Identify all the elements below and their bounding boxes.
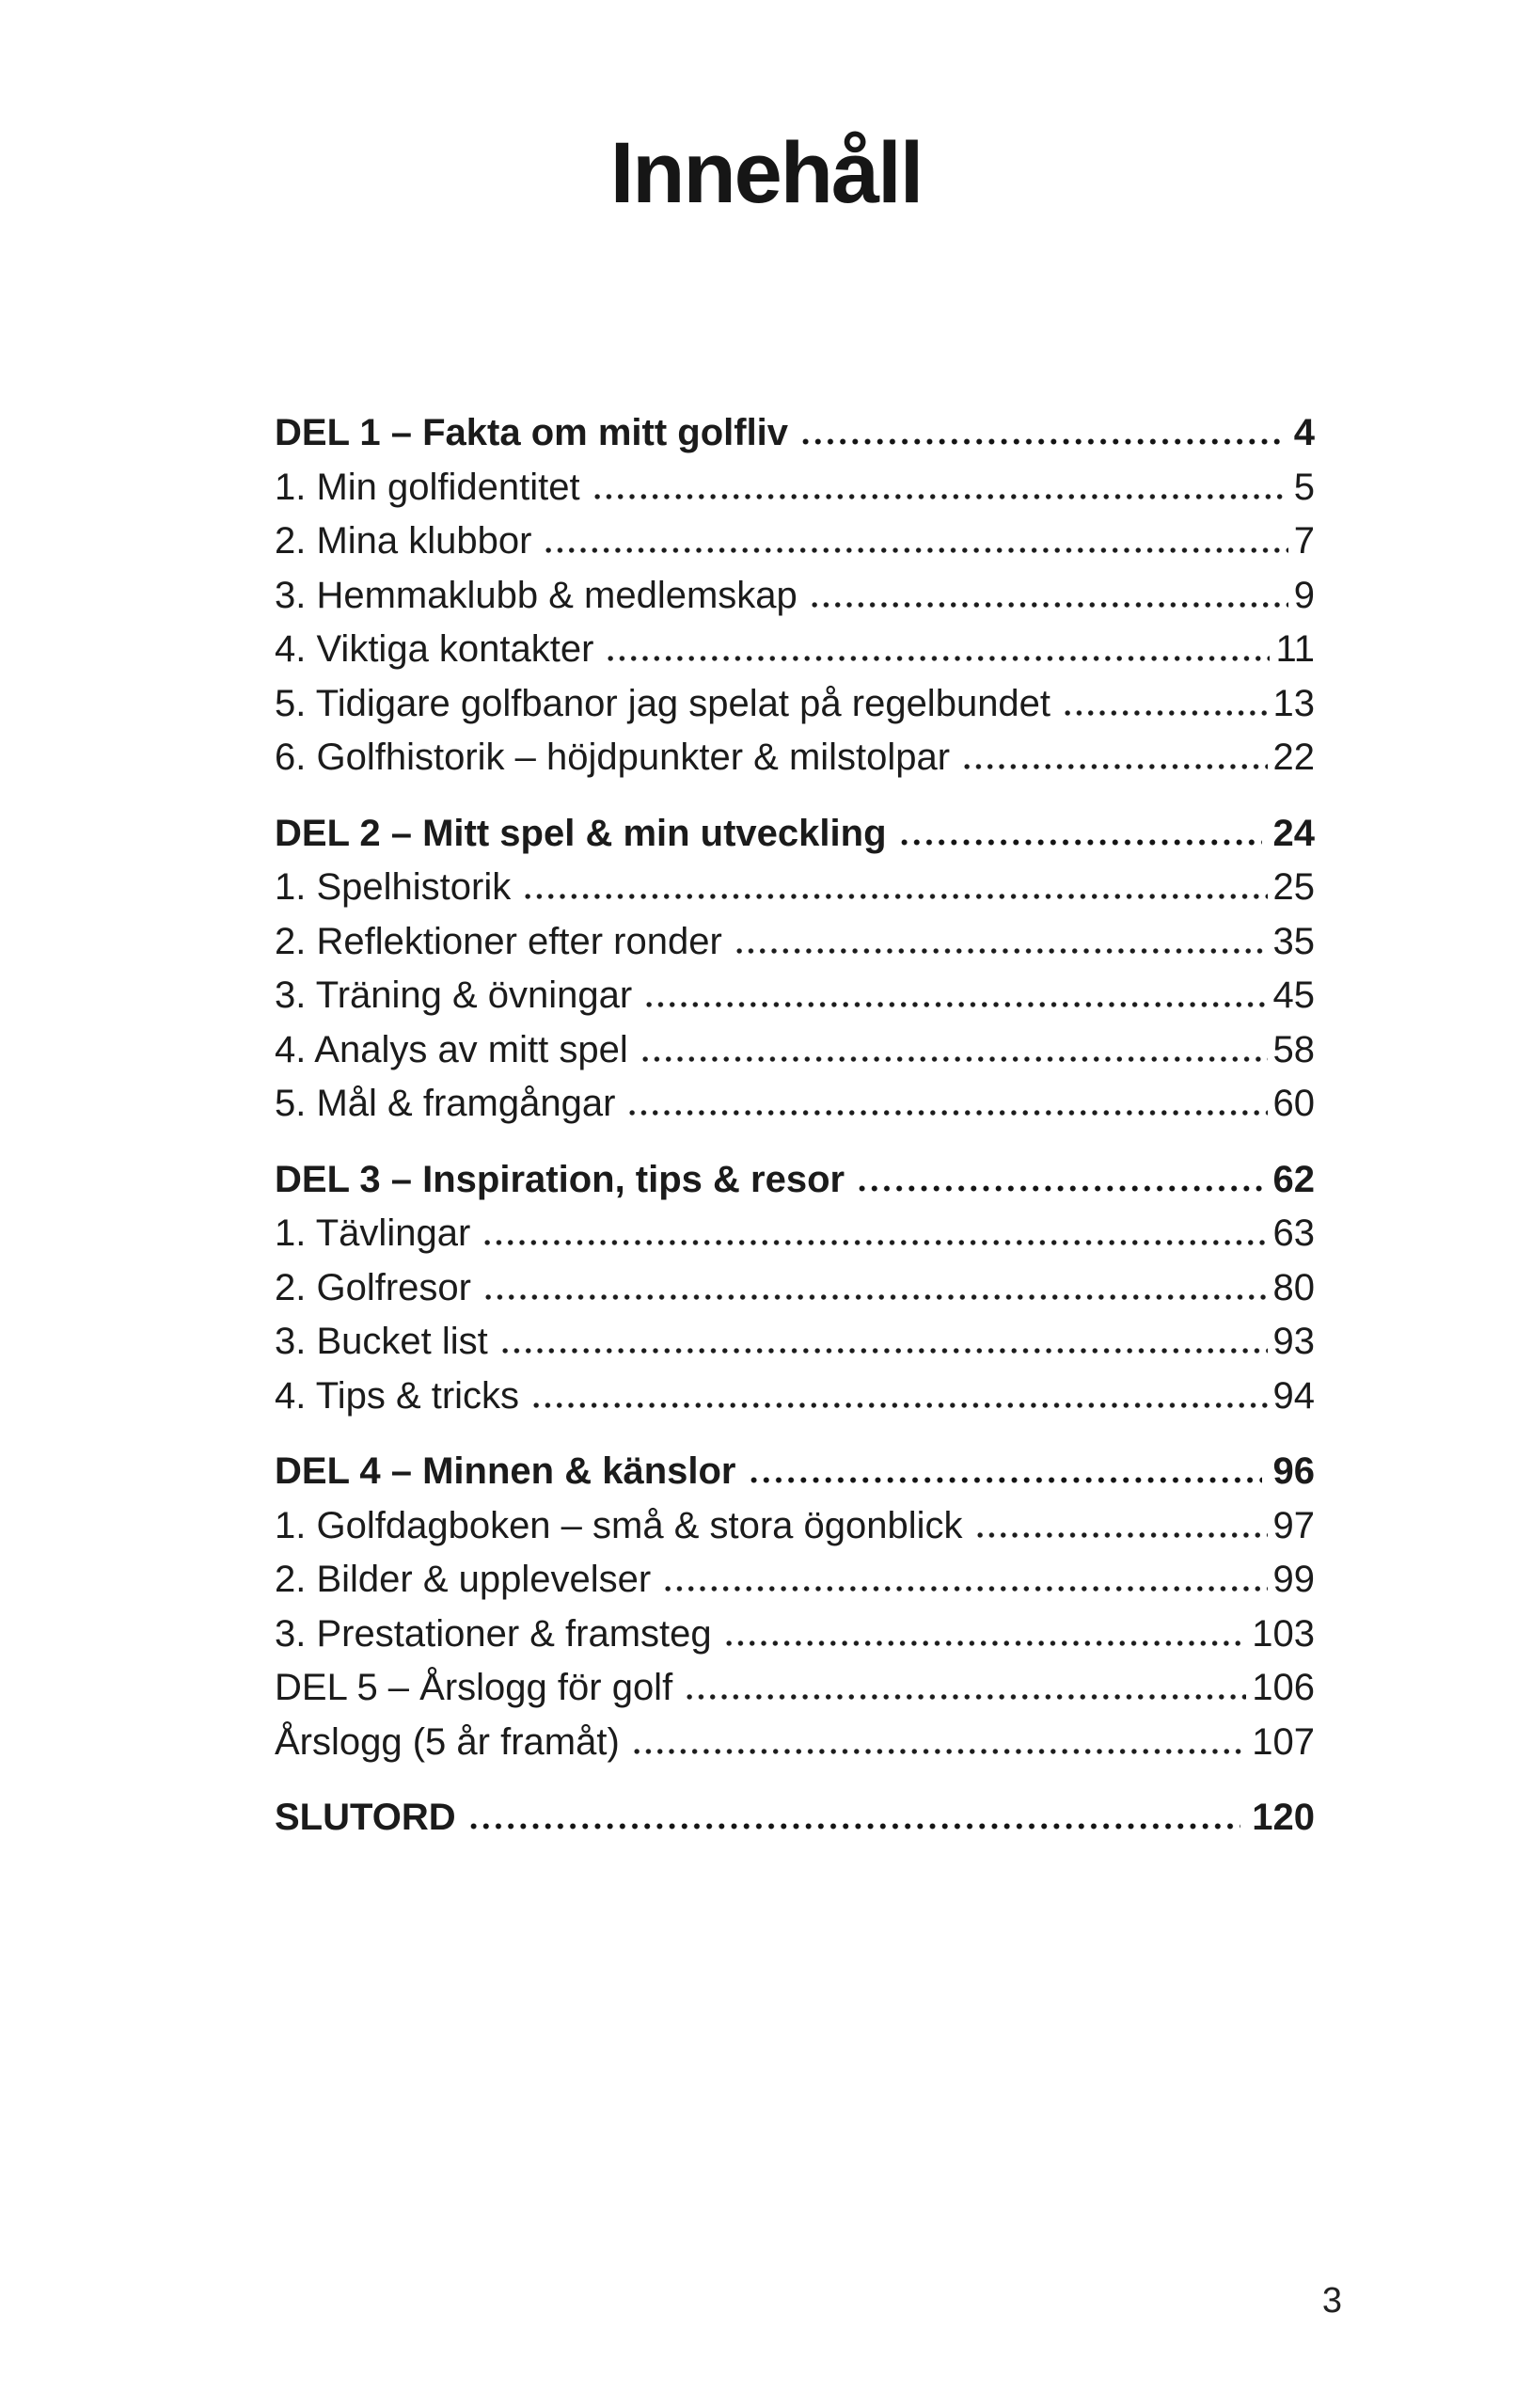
toc-entry-page: 107	[1252, 1720, 1315, 1763]
toc-entry	[275, 915, 1315, 970]
toc-entry-page: 24	[1272, 812, 1315, 854]
toc-entry-label: DEL 1 – Fakta om mitt golfliv	[275, 412, 789, 453]
dot-leader	[499, 1348, 1268, 1354]
toc-entry	[275, 1661, 1315, 1716]
toc-entry-page: 96	[1272, 1450, 1315, 1492]
page-title: Innehåll	[609, 125, 923, 221]
dot-leader	[605, 656, 1270, 661]
toc-entry-label: 4. Viktiga kontakter	[275, 628, 594, 670]
toc-entry-label: 1. Tävlingar	[275, 1212, 471, 1254]
toc-entry-label: 2. Bilder & upplevelser	[275, 1559, 652, 1600]
toc-entry-page: 5	[1293, 466, 1315, 508]
toc-entry-label: DEL 2 – Mitt spel & min utveckling	[275, 812, 887, 854]
dot-leader	[482, 1240, 1267, 1245]
toc-entry-label: DEL 3 – Inspiration, tips & resor	[275, 1158, 845, 1200]
toc-entry	[275, 807, 1315, 862]
toc-entry-label: 1. Spelhistorik	[275, 866, 512, 908]
toc-entry-page: 97	[1272, 1504, 1315, 1546]
toc-entry-label: 5. Mål & framgångar	[275, 1083, 616, 1124]
dot-leader	[640, 1056, 1268, 1062]
toc-entry	[275, 861, 1315, 915]
toc-entry-page: 4	[1293, 412, 1315, 453]
toc-entry-label: 2. Golfresor	[275, 1266, 471, 1308]
toc-entry-page: 11	[1275, 628, 1315, 670]
toc-entry-page: 60	[1272, 1083, 1315, 1124]
dot-leader	[662, 1586, 1267, 1592]
toc-entry-label: 5. Tidigare golfbanor jag spelat på regelbundet	[275, 682, 1051, 724]
toc-entry-label: 1. Min golfidentitet	[275, 466, 580, 508]
dot-leader	[1062, 710, 1267, 716]
toc-entry-label: 3. Bucket list	[275, 1321, 488, 1362]
toc-entry-label: 2. Reflektioner efter ronder	[275, 920, 722, 962]
dot-leader	[684, 1694, 1246, 1700]
toc-entry	[275, 1370, 1315, 1424]
toc-entry	[275, 1207, 1315, 1261]
toc-entry	[275, 677, 1315, 732]
dot-leader	[522, 894, 1267, 899]
toc-entry	[275, 969, 1315, 1023]
toc-entry-page: 58	[1272, 1028, 1315, 1070]
toc-list	[275, 406, 1315, 1846]
toc-entry-page: 106	[1252, 1667, 1315, 1708]
toc-entry-label: Årslogg (5 år framåt)	[275, 1720, 620, 1763]
toc-entry	[275, 1553, 1315, 1608]
dot-leader	[961, 764, 1267, 769]
dot-leader	[482, 1294, 1268, 1300]
toc-entry	[275, 1499, 1315, 1554]
toc-entry	[275, 1315, 1315, 1370]
dot-leader	[643, 1002, 1267, 1007]
toc-entry	[275, 1791, 1315, 1846]
dot-leader	[467, 1823, 1241, 1830]
dot-leader	[543, 547, 1287, 553]
toc-entry	[275, 1716, 1315, 1770]
dot-leader	[856, 1185, 1261, 1192]
toc-entry-label: DEL 4 – Minnen & känslor	[275, 1450, 736, 1492]
dot-leader	[530, 1402, 1267, 1408]
toc-entry-label: 6. Golfhistorik – höjdpunkter & milstolpar	[275, 737, 951, 778]
toc-entry-page: 25	[1272, 866, 1315, 908]
page-number: 3	[1321, 2281, 1342, 2321]
toc-entry-page: 62	[1272, 1158, 1315, 1200]
toc-entry-page: 7	[1293, 520, 1315, 562]
toc-entry-page: 63	[1272, 1212, 1315, 1254]
dot-leader	[748, 1477, 1262, 1483]
toc-entry-label: 1. Golfdagboken – små & stora ögonblick	[275, 1504, 963, 1546]
toc-entry	[275, 1445, 1315, 1499]
toc-entry-page: 13	[1272, 682, 1315, 724]
toc-entry-page: 45	[1272, 974, 1315, 1016]
toc-entry-label: DEL 5 – Årslogg för golf	[275, 1667, 673, 1708]
toc-entry	[275, 1077, 1315, 1132]
toc-entry-page: 80	[1272, 1266, 1315, 1308]
dot-leader	[631, 1749, 1246, 1754]
dot-leader	[592, 494, 1288, 499]
toc-entry-page: 22	[1272, 737, 1315, 778]
toc-entry-page: 9	[1293, 574, 1315, 616]
toc-entry	[275, 569, 1315, 624]
dot-leader	[799, 438, 1283, 445]
toc-entry-label: 3. Prestationer & framsteg	[275, 1612, 712, 1655]
toc-entry	[275, 1153, 1315, 1208]
toc-entry-label: 2. Mina klubbor	[275, 520, 532, 562]
toc-entry-label: 4. Analys av mitt spel	[275, 1028, 628, 1070]
toc-entry	[275, 731, 1315, 785]
dot-leader	[898, 839, 1262, 846]
toc-entry	[275, 515, 1315, 569]
dot-leader	[723, 1640, 1247, 1646]
dot-leader	[626, 1110, 1267, 1116]
toc-entry-page: 93	[1272, 1321, 1315, 1362]
toc-entry-label: 3. Hemmaklubb & medlemskap	[275, 574, 798, 616]
toc-entry-label: 4. Tips & tricks	[275, 1374, 520, 1417]
toc-entry-page: 35	[1272, 920, 1315, 962]
toc-entry	[275, 406, 1315, 461]
toc-entry	[275, 1608, 1315, 1662]
toc-entry-page: 103	[1252, 1612, 1315, 1655]
dot-leader	[974, 1532, 1268, 1538]
dot-leader	[734, 948, 1268, 954]
toc-entry-page: 94	[1272, 1374, 1315, 1417]
toc-entry	[275, 1261, 1315, 1316]
toc-entry	[275, 623, 1315, 677]
toc-entry-page: 99	[1272, 1559, 1315, 1600]
toc-entry-label: 3. Träning & övningar	[275, 974, 633, 1016]
toc-entry-page: 120	[1252, 1797, 1315, 1838]
toc-entry-label: SLUTORD	[275, 1797, 456, 1838]
toc-entry	[275, 1023, 1315, 1078]
toc-entry	[275, 461, 1315, 515]
dot-leader	[809, 602, 1288, 608]
